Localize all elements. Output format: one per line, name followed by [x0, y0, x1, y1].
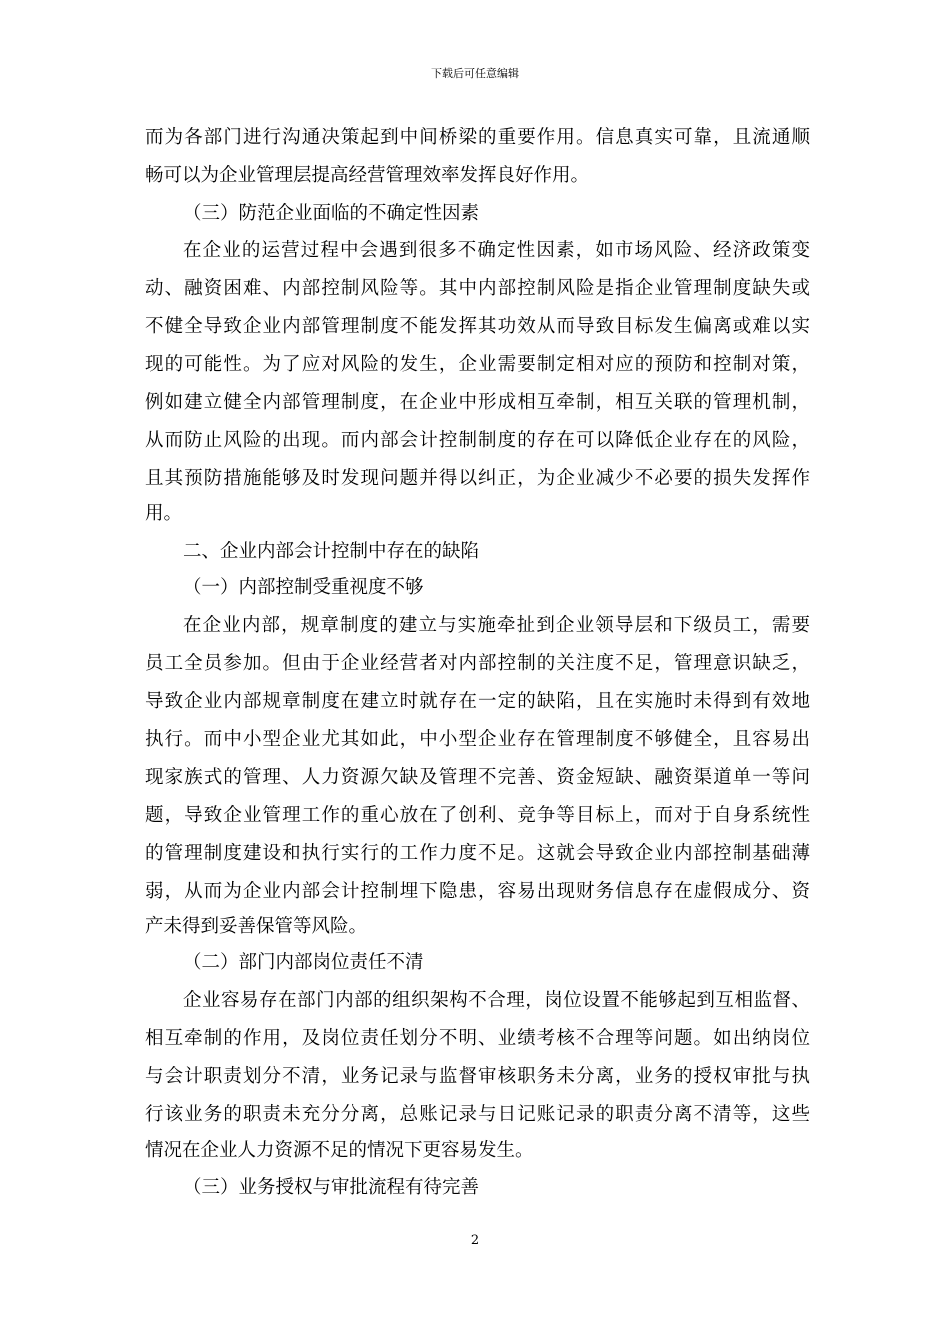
text-line: 相互牵制的作用，及岗位责任划分不明、业绩考核不合理等问题。如出纳岗位: [145, 1028, 810, 1049]
text-line: 题，导致企业管理工作的重心放在了创利、竞争等目标上，而对于自身系统性: [145, 805, 810, 826]
text-line: 产未得到妥善保管等风险。: [145, 916, 368, 937]
text-line: 例如建立健全内部管理制度，在企业中形成相互牵制，相互关联的管理机制，: [145, 392, 810, 413]
section-heading: 二、企业内部会计控制中存在的缺陷: [183, 541, 480, 562]
text-line: 的管理制度建设和执行实行的工作力度不足。这就会导致企业内部控制基础薄: [145, 843, 810, 864]
text-line: 在企业的运营过程中会遇到很多不确定性因素，如市场风险、经济政策变: [183, 240, 810, 261]
section-heading: （三）防范企业面临的不确定性因素: [183, 203, 480, 224]
text-line: 不健全导致企业内部管理制度不能发挥其功效从而导致目标发生偏离或难以实: [145, 316, 810, 337]
text-line: 行该业务的职责未充分分离，总账记录与日记账记录的职责分离不清等，这些: [145, 1104, 810, 1125]
section-heading: （三）业务授权与审批流程有待完善: [183, 1177, 480, 1198]
text-line: 且其预防措施能够及时发现问题并得以纠正，为企业减少不必要的损失发挥作: [145, 468, 810, 489]
text-line: 现家族式的管理、人力资源欠缺及管理不完善、资金短缺、融资渠道单一等问: [145, 767, 810, 788]
text-line: 企业容易存在部门内部的组织架构不合理，岗位设置不能够起到互相监督、: [183, 990, 810, 1011]
text-line: 情况在企业人力资源不足的情况下更容易发生。: [145, 1140, 534, 1161]
text-line: 员工全员参加。但由于企业经营者对内部控制的关注度不足，管理意识缺乏，: [145, 653, 810, 674]
text-line: 导致企业内部规章制度在建立时就存在一定的缺陷，且在实施时未得到有效地: [145, 691, 810, 712]
text-line: 执行。而中小型企业尤其如此，中小型企业存在管理制度不够健全，且容易出: [145, 729, 810, 750]
text-line: 用。: [145, 503, 183, 524]
page-header: 下载后可任意编辑: [431, 67, 519, 80]
text-line: 而为各部门进行沟通决策起到中间桥梁的重要作用。信息真实可靠，且流通顺: [145, 127, 810, 148]
text-line: 与会计职责划分不清，业务记录与监督审核职务未分离，业务的授权审批与执: [145, 1066, 810, 1087]
text-line: 弱，从而为企业内部会计控制埋下隐患，容易出现财务信息存在虚假成分、资: [145, 881, 810, 902]
section-heading: （一）内部控制受重视度不够: [183, 577, 424, 598]
section-heading: （二）部门内部岗位责任不清: [183, 952, 424, 973]
page-number: 2: [470, 1233, 480, 1248]
text-line: 现的可能性。为了应对风险的发生，企业需要制定相对应的预防和控制对策，: [145, 354, 810, 375]
text-line: 从而防止风险的出现。而内部会计控制制度的存在可以降低企业存在的风险，: [145, 430, 810, 451]
text-line: 动、融资困难、内部控制风险等。其中内部控制风险是指企业管理制度缺失或: [145, 278, 810, 299]
text-line: 畅可以为企业管理层提高经营管理效率发挥良好作用。: [145, 165, 590, 186]
text-line: 在企业内部，规章制度的建立与实施牵扯到企业领导层和下级员工，需要: [183, 615, 810, 636]
